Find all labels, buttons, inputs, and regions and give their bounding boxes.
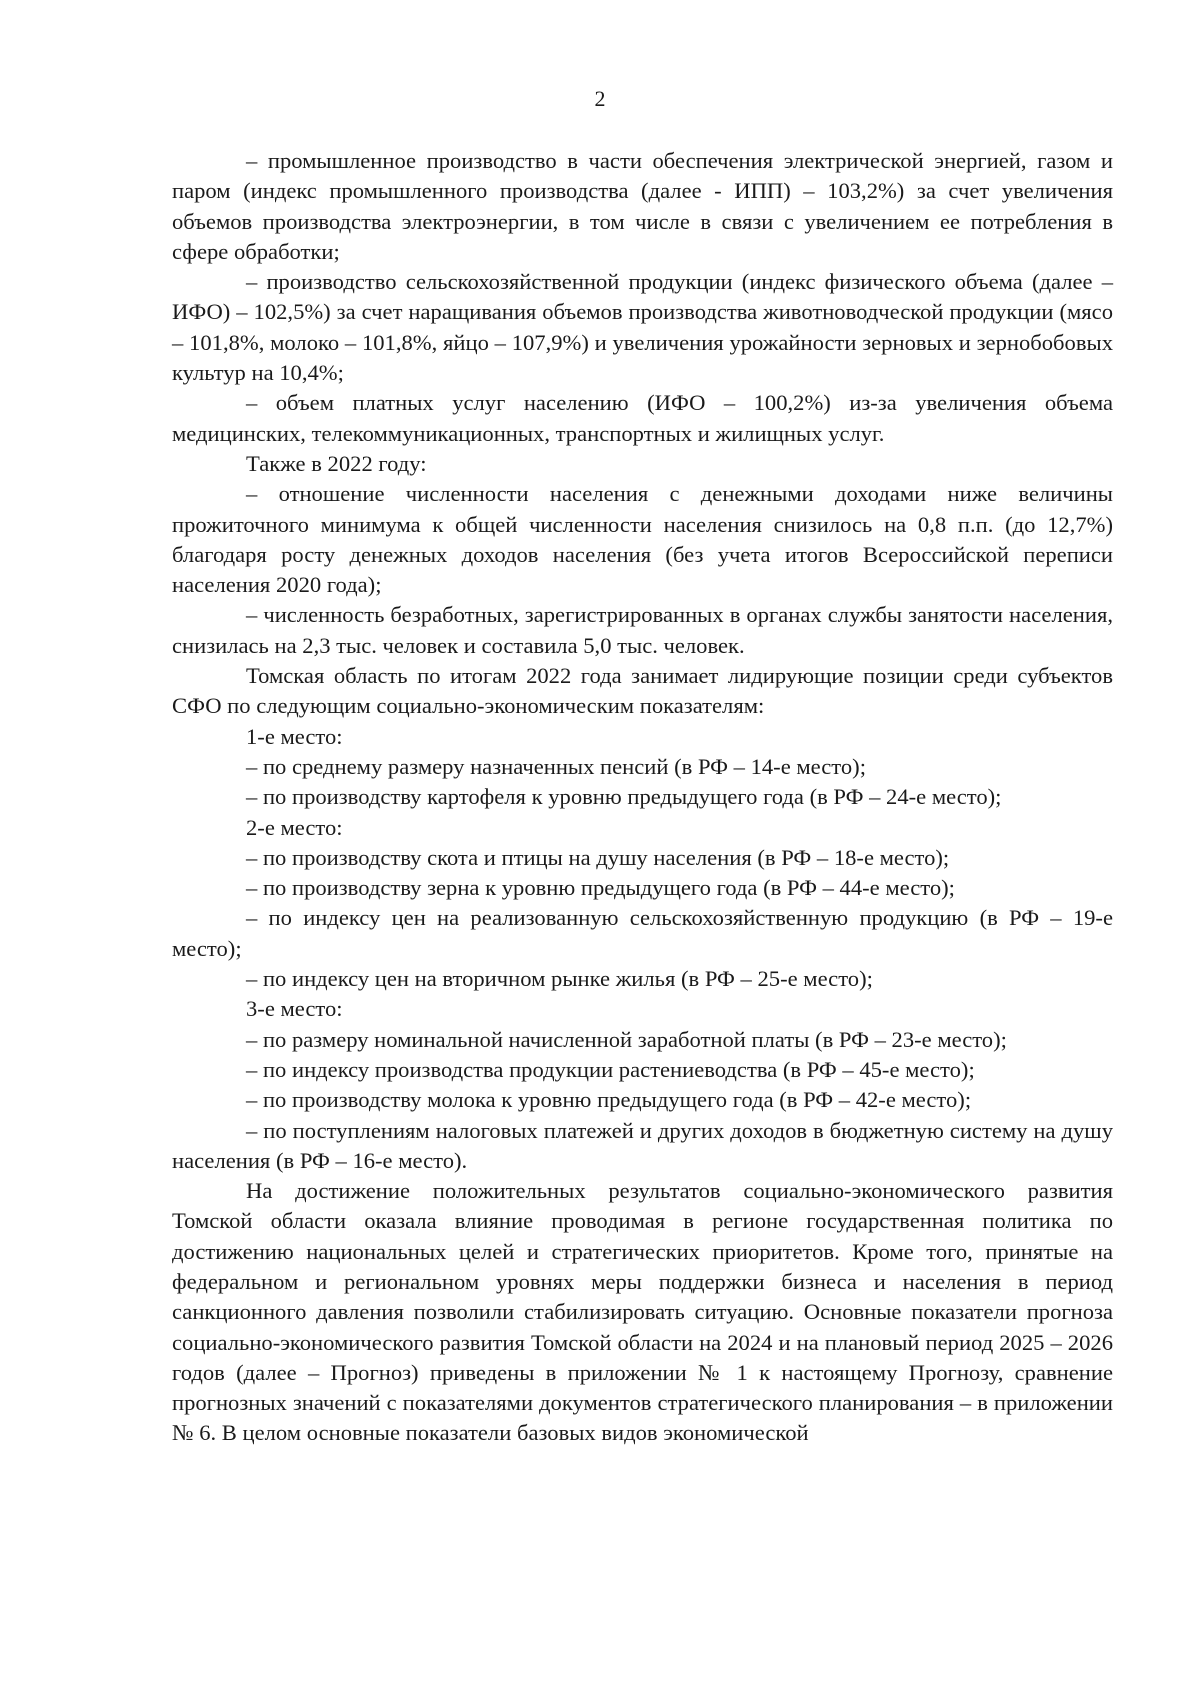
list-item: – по производству молока к уровню предыдущего года (в РФ – 42-е место); — [246, 1087, 972, 1113]
heading-third-place: 3-е место: — [246, 996, 343, 1022]
heading-second-place: 2-е место: — [246, 814, 343, 840]
list-item: – по индексу цен на реализованную сельскохозяйственную продукцию (в РФ – 19-е место); — [172, 905, 1113, 961]
heading-first-place: 1-е место: — [246, 723, 343, 749]
list-item: – по индексу цен на вторичном рынке жилья (в РФ – 25-е место); — [246, 966, 873, 992]
paragraph-unemployed: – численность безработных, зарегистрированных в органах службы занятости населения, снизилась на 2,3 тыс. человек и составила 5,0 тыс. человек. — [172, 602, 1113, 658]
paragraph-policy-results: На достижение положительных результатов социально-экономического развития Томской области оказала влияние проводимая в регионе государственная политика по достижению национальных целей и стратегических приоритетов. Кроме того, принятые на федеральном и региональном уровнях меры поддержки бизнеса и населения в период санкционного давления позволили стабилизировать ситуацию. Основные показатели прогноза социально-экономического развития Томской области на 2024 и на плановый период 2025 – 2026 годов (далее – Прогноз) приведены в приложении № 1 к настоящему Прогнозу, сравнение прогнозных значений с показателями документов стратегического планирования – в приложении № 6. В целом основные показатели базовых видов экономической — [172, 1178, 1113, 1446]
paragraph-leading-positions: Томская область по итогам 2022 года занимает лидирующие позиции среди субъектов СФО по следующим социально-экономическим показателям: — [172, 663, 1113, 719]
paragraph-poverty-ratio: – отношение численности населения с денежными доходами ниже величины прожиточного минимума к общей численности населения снизилось на 0,8 п.п. (до 12,7%) благодаря росту денежных доходов населения (без учета итогов Всероссийской переписи населения 2020 года); — [172, 481, 1113, 598]
paragraph-paid-services: – объем платных услуг населению (ИФО – 100,2%) из-за увеличения объема медицинских, телекоммуникационных, транспортных и жилищных услуг. — [172, 390, 1113, 446]
page-number: 2 — [594, 86, 606, 111]
paragraph-also-2022: Также в 2022 году: — [246, 450, 427, 476]
document-body — [172, 146, 1113, 1449]
paragraph-agricultural-production: – производство сельскохозяйственной продукции (индекс физического объема (далее – ИФО) – 102,5%) за счет наращивания объемов производства животноводческой продукции (мясо – 101,8%, молоко – 101,8%, яйцо – 107,9%) и увеличения урожайности зерновых и зернобобовых культур на 10,4%; — [172, 269, 1113, 386]
list-item: – по среднему размеру назначенных пенсий (в РФ – 14-е место); — [246, 753, 866, 779]
list-item: – по поступлениям налоговых платежей и других доходов в бюджетную систему на душу населения (в РФ – 16-е место). — [172, 1117, 1113, 1173]
list-item: – по производству скота и птицы на душу населения (в РФ – 18-е место); — [246, 844, 950, 870]
list-item: – по производству зерна к уровню предыдущего года (в РФ – 44-е место); — [246, 875, 955, 901]
list-item: – по индексу производства продукции растениеводства (в РФ – 45-е место); — [246, 1056, 975, 1082]
paragraph-industrial-production: – промышленное производство в части обеспечения электрической энергией, газом и паром (индекс промышленного производства (далее - ИПП) – 103,2%) за счет увеличения объемов производства электроэнергии, в том числе в связи с увеличением ее потребления в сфере обработки; — [172, 148, 1113, 264]
list-item: – по производству картофеля к уровню предыдущего года (в РФ – 24-е место); — [246, 784, 1002, 810]
list-item: – по размеру номинальной начисленной заработной платы (в РФ – 23-е место); — [246, 1026, 1007, 1052]
